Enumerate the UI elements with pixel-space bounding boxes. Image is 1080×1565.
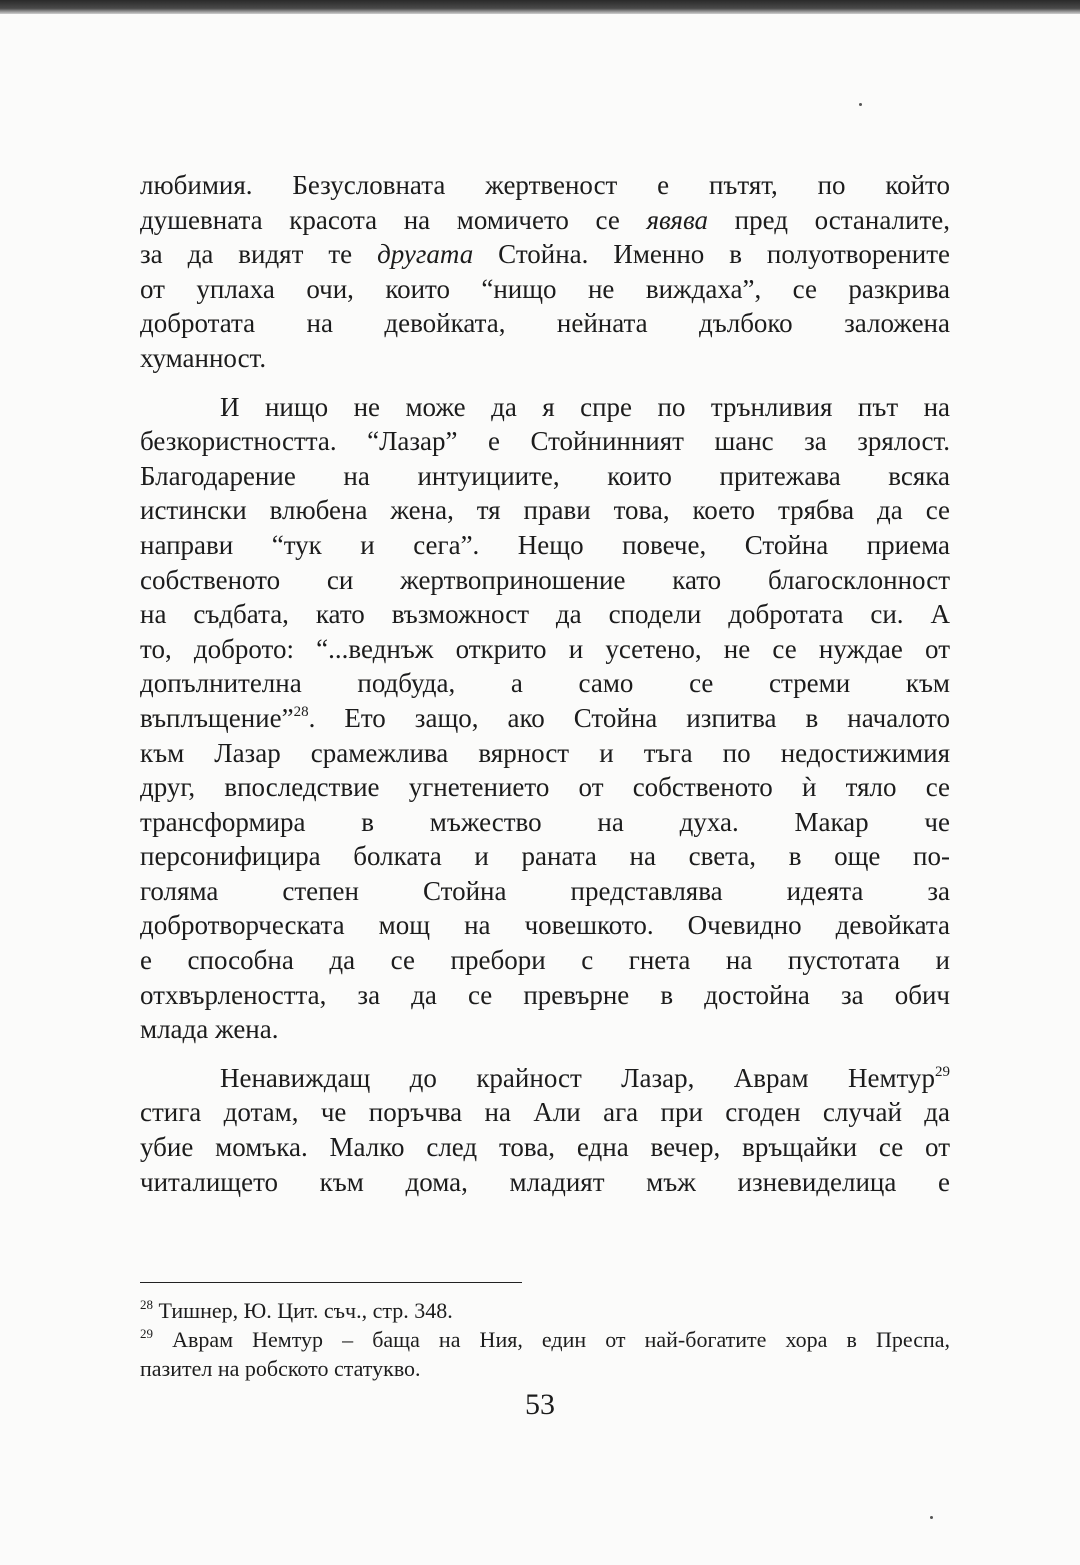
body-line	[140, 493, 950, 528]
body-line	[140, 597, 950, 632]
body-line	[140, 908, 950, 943]
body-line	[140, 1130, 950, 1165]
body-line	[140, 528, 950, 563]
text-run: добротата на девойката, нейната дълбоко заложена	[140, 308, 950, 339]
body-text	[140, 168, 950, 1199]
text-run: Благодарение на интуициите, които притежава всяка	[140, 460, 950, 491]
text-run: то, доброто: “...веднъж открито и усетено, не се нуждае от	[140, 633, 950, 664]
text-run: на съдбата, като възможност да сподели добротата си. А	[140, 599, 950, 630]
body-line	[140, 770, 950, 805]
text-run: от уплаха очи, които “нищо не виждаха”, се разкрива	[140, 273, 950, 304]
body-line	[140, 736, 950, 771]
body-line	[140, 203, 950, 238]
scan-top-edge	[0, 0, 1080, 14]
body-line	[140, 272, 950, 307]
text-run: въплъщение”	[140, 702, 294, 733]
scan-speck	[859, 103, 862, 106]
text-run: душевната красота на момичето се	[140, 204, 647, 235]
scan-speck	[930, 1516, 933, 1519]
body-line	[140, 563, 950, 598]
footnote-separator	[140, 1282, 522, 1283]
text-run: любимия. Безусловната жертвеност е пътят, по който	[140, 170, 950, 200]
footnote-line	[140, 1325, 950, 1354]
text-run: направи “тук и сега”. Нещо повече, Стойна приема	[140, 529, 950, 560]
footnote-ref: 28	[293, 703, 309, 720]
footnote-ref: 29	[935, 1063, 950, 1080]
text-run: друг, впоследствие угнетението от собственото ѝ тяло се	[140, 772, 950, 803]
text-run: отхвърлеността, за да се превърне в достойна за обич	[140, 979, 950, 1010]
body-line	[140, 306, 950, 341]
body-line	[140, 1012, 950, 1047]
body-line	[140, 341, 950, 376]
body-line	[140, 1095, 950, 1130]
page-number: 53	[525, 1388, 555, 1421]
text-run: добротворческата мощ на човешкото. Очевидно девойката	[140, 910, 950, 941]
body-line	[140, 424, 950, 459]
body-line	[140, 978, 950, 1013]
text-run: млада жена.	[140, 1014, 279, 1045]
text-run: убие момъка. Малко след това, една вечер, връщайки се от	[140, 1132, 950, 1163]
text-run: пазител на робското статукво.	[140, 1356, 421, 1381]
body-line	[140, 632, 950, 667]
body-line	[140, 666, 950, 701]
text-run: читалището към дома, младият мъж изневиделица е	[140, 1166, 950, 1197]
paragraph-gap	[140, 1047, 950, 1061]
text-run: голяма степен Стойна представлява идеята за	[140, 875, 950, 906]
text-run: за да видят те	[140, 239, 378, 270]
text-run: Тишнер, Ю. Цит. съч., стр. 348.	[153, 1298, 453, 1323]
body-line	[140, 874, 950, 909]
text-run: трансформира в мъжество на духа. Макар че	[140, 806, 950, 837]
text-run: е способна да се пребори с гнета на пустотата и	[140, 945, 950, 976]
text-run: Стойна. Именно в полуотворените	[473, 239, 950, 270]
text-run: хуманност.	[140, 342, 267, 373]
body-line	[140, 701, 950, 736]
text-run: допълнителна подбуда, а само се стреми към	[140, 668, 950, 699]
footnotes	[140, 1296, 950, 1383]
body-line	[140, 390, 950, 425]
footnote-ref: 28	[140, 1297, 153, 1312]
body-line	[140, 168, 950, 203]
text-run: пред останалите,	[708, 204, 950, 235]
body-line	[140, 1165, 950, 1200]
text-run: Ненавиждащ до крайност Лазар, Аврам Немтур	[220, 1062, 935, 1093]
text-run: Аврам Немтур – баща на Ния, един от най-богатите хора в Преспа,	[153, 1327, 950, 1352]
body-line	[140, 943, 950, 978]
body-line	[140, 805, 950, 840]
text-run: безкористността. “Лазар” е Стойнинният шанс за зрялост.	[140, 426, 950, 457]
text-run: собственото си жертвоприношение като благосклонност	[140, 564, 950, 595]
footnote-line	[140, 1296, 950, 1325]
text-run: И нищо не може да я спре по трънливия път на	[220, 391, 950, 422]
body-line	[140, 459, 950, 494]
text-run: към Лазар срамежлива вярност и тъга по недостижимия	[140, 737, 950, 768]
footnote-line	[140, 1354, 950, 1383]
text-run: истински влюбена жена, тя прави това, което трябва да се	[140, 495, 950, 526]
footnote-ref: 29	[140, 1326, 153, 1341]
body-line	[140, 1061, 950, 1096]
body-line	[140, 237, 950, 272]
text-run: стига дотам, че поръчва на Али ага при сгоден случай да	[140, 1097, 950, 1128]
italic-text: другата	[377, 239, 474, 270]
italic-text: явява	[646, 204, 709, 235]
paragraph-gap	[140, 376, 950, 390]
text-run: персонифицира болката и раната на света, в още по-	[140, 841, 950, 872]
text-run: . Ето защо, ако Стойна изпитва в началото	[308, 702, 950, 733]
body-line	[140, 839, 950, 874]
